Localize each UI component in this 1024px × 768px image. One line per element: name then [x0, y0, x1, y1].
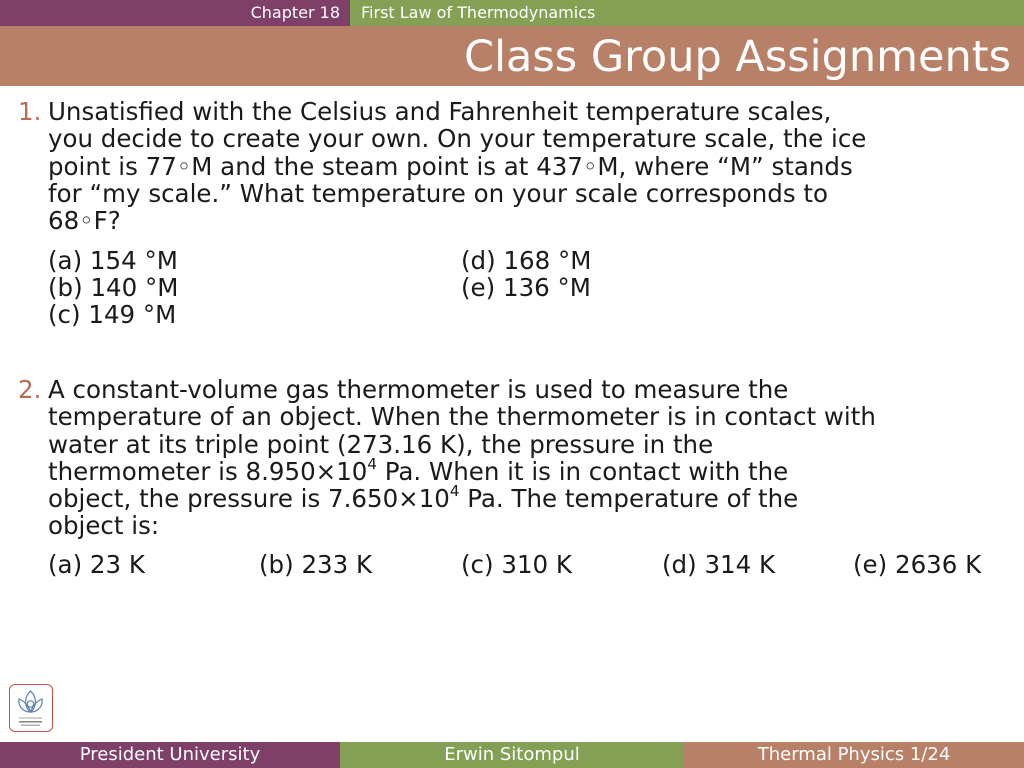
line-text: object, the pressure is 7.650×10	[48, 484, 450, 514]
option-a: (a) 154 °M	[48, 246, 178, 275]
question-line: object is:	[48, 511, 160, 541]
line-text: Pa. The temperature of the	[459, 484, 799, 514]
chapter-label: Chapter 18	[0, 0, 350, 26]
chapter-bar	[0, 0, 1024, 26]
exponent: 4	[449, 482, 460, 501]
question-line	[48, 482, 1018, 514]
question-line: you decide to create your own. On your temperature scale, the ice	[48, 124, 867, 154]
question-line	[48, 454, 1018, 486]
president-university-logo-icon	[9, 684, 53, 732]
title-bar	[0, 26, 1024, 86]
footer	[0, 742, 1024, 768]
chapter-topic: First Law of Thermodynamics	[350, 0, 1024, 26]
footer-course-page: Thermal Physics 1/24	[684, 742, 1024, 768]
option-d: (d) 314 K	[662, 550, 776, 579]
question-1	[18, 97, 1018, 236]
option-b: (b) 140 °M	[48, 273, 179, 302]
question-line: temperature of an object. When the thermometer is in contact with	[48, 402, 876, 432]
question-line: for “my scale.” What temperature on your scale corresponds to	[48, 178, 829, 208]
option-b: (b) 233 K	[259, 550, 373, 579]
question-number: 2.	[18, 375, 42, 404]
exponent: 4	[367, 454, 377, 473]
slide-title: Class Group Assignments	[464, 32, 1011, 82]
option-e: (e) 2636 K	[853, 550, 982, 579]
option-e: (e) 136 °M	[461, 273, 591, 302]
question-line: 68◦F?	[48, 206, 121, 236]
option-c: (c) 310 K	[461, 550, 572, 579]
footer-author: Erwin Sitompul	[340, 742, 684, 768]
option-c: (c) 149 °M	[48, 300, 177, 329]
option-a: (a) 23 K	[48, 550, 145, 579]
line-text: Pa. When it is in contact with the	[376, 456, 789, 486]
question-line: A constant-volume gas thermometer is used to measure the	[48, 375, 789, 404]
option-d: (d) 168 °M	[461, 246, 592, 275]
question-line: water at its triple point (273.16 K), the pressure in the	[48, 429, 714, 459]
question-2	[18, 375, 1018, 541]
line-text: thermometer is 8.950×10	[48, 456, 368, 486]
question-number: 1.	[18, 97, 42, 126]
question-line: point is 77◦M and the steam point is at 437◦M, where “M” stands	[48, 151, 853, 181]
footer-institution: President University	[0, 742, 340, 768]
question-line: Unsatisfied with the Celsius and Fahrenheit temperature scales,	[48, 97, 832, 126]
